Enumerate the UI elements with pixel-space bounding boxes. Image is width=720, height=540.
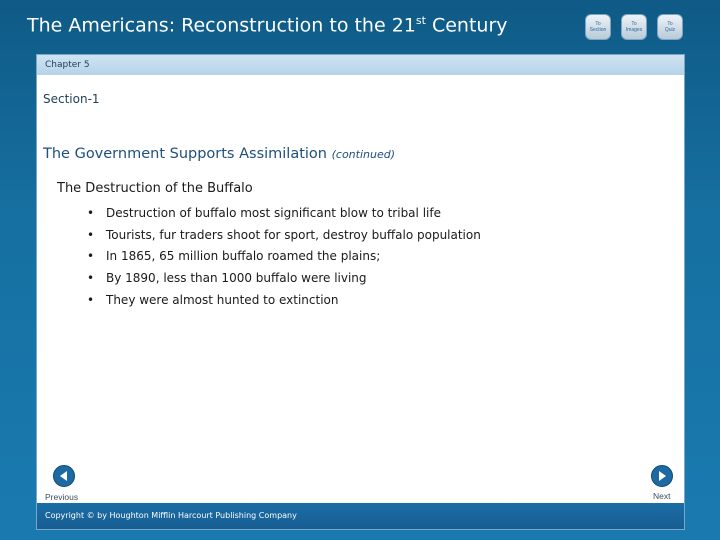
to-section-line2: Section xyxy=(589,27,607,33)
slide-panel xyxy=(36,54,685,530)
slide-title-text: The Government Supports Assimilation xyxy=(43,146,327,162)
bullet-icon: • xyxy=(87,206,95,220)
to-images-line2: Images xyxy=(625,27,643,33)
next-label[interactable]: Next xyxy=(653,491,671,501)
list-item xyxy=(87,203,481,225)
slide-title xyxy=(43,146,395,162)
to-section-button[interactable] xyxy=(585,14,611,40)
copyright-bar xyxy=(37,503,684,529)
app-title xyxy=(27,14,508,36)
bullet-list xyxy=(87,203,481,311)
chapter-bar xyxy=(37,55,684,75)
bullet-text: By 1890, less than 1000 buffalo were living xyxy=(106,271,367,286)
bullet-text: In 1865, 65 million buffalo roamed the plains; xyxy=(106,249,381,264)
list-item xyxy=(87,246,481,268)
to-quiz-line2: Quiz xyxy=(664,27,676,33)
bullet-text: Destruction of buffalo most significant blow to tribal life xyxy=(106,206,441,220)
previous-label[interactable]: Previous xyxy=(45,492,79,502)
to-section-line1: To xyxy=(595,21,601,27)
bullet-text: They were almost hunted to extinction xyxy=(106,292,339,307)
title-main: The Americans: Reconstruction to the 21 xyxy=(27,14,416,37)
bullet-icon: • xyxy=(87,292,95,307)
title-end: Century xyxy=(425,14,508,37)
list-item xyxy=(87,268,481,290)
next-button[interactable] xyxy=(651,465,673,487)
subheading: The Destruction of the Buffalo xyxy=(57,181,253,196)
nav-button-group xyxy=(585,14,683,40)
list-item xyxy=(87,225,481,247)
to-quiz-button[interactable] xyxy=(657,14,683,40)
bullet-icon: • xyxy=(87,271,95,286)
copyright-text: Copyright © by Houghton Mifflin Harcourt Publishing Company xyxy=(45,511,297,520)
to-quiz-line1: To xyxy=(667,21,673,27)
title-superscript: st xyxy=(415,14,426,27)
slide-title-suffix: (continued) xyxy=(331,148,396,161)
to-images-button[interactable] xyxy=(621,14,647,40)
triangle-right-icon xyxy=(652,466,672,486)
bullet-text: Tourists, fur traders shoot for sport, destroy buffalo population xyxy=(106,227,481,242)
previous-button[interactable] xyxy=(53,465,75,487)
section-label: Section-1 xyxy=(43,92,100,106)
chapter-label: Chapter 5 xyxy=(45,60,90,70)
bullet-icon: • xyxy=(87,227,95,242)
to-images-line1: To xyxy=(631,21,637,27)
list-item xyxy=(87,290,481,312)
bullet-icon: • xyxy=(87,249,95,264)
triangle-left-icon xyxy=(54,466,74,486)
